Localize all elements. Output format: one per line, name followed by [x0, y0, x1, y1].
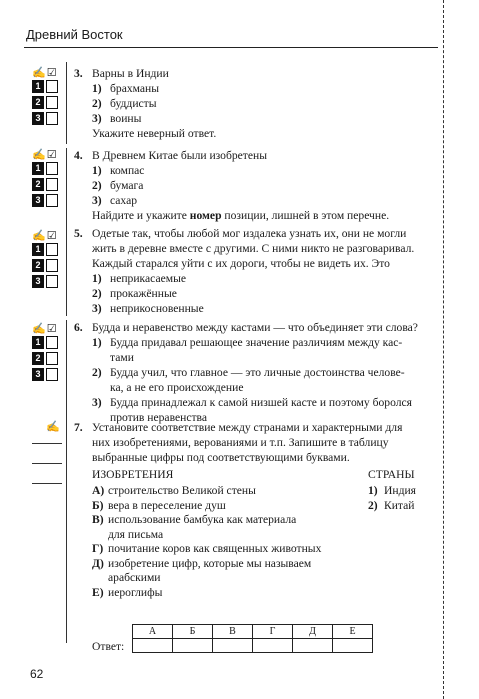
answer-column-d: Д [293, 625, 333, 639]
list-item: арабскими [108, 571, 161, 584]
question-7 [74, 420, 442, 465]
list-item: 1) Индия [368, 484, 417, 497]
countries-list [368, 484, 416, 513]
answer-number-2: 2 [32, 96, 44, 109]
question-3 [74, 66, 442, 141]
answer-number-3: 3 [32, 368, 44, 381]
question-stem: Варны в Индии [92, 67, 169, 80]
writing-line [32, 463, 62, 464]
question-separator [66, 148, 67, 230]
question-number: 3. [74, 67, 83, 80]
cut-line [443, 0, 444, 699]
option-3[interactable]: 3) сахар [92, 194, 138, 207]
answer-number-1: 1 [32, 243, 44, 256]
answer-box[interactable] [46, 178, 58, 191]
question-stem: В Древнем Китае были изобретены [92, 149, 268, 162]
question-text-line: Установите соответствие между странами и характерными для [92, 421, 403, 434]
question-number: 6. [74, 321, 83, 334]
option-3[interactable]: 3) неприкосновенные [92, 302, 204, 315]
list-item: Г) почитание коров как священных животных [92, 542, 322, 555]
answer-cell[interactable] [133, 639, 173, 653]
question-number: 5. [74, 227, 83, 240]
answer-number-1: 1 [32, 162, 44, 175]
option-2[interactable]: 2) буддисты [92, 97, 157, 110]
inventions-list [92, 484, 321, 600]
option-1[interactable]: 1) Будда придавал решающее значение различиям между кас- тами [92, 336, 403, 364]
answer-number-2: 2 [32, 259, 44, 272]
answer-cell[interactable] [213, 639, 253, 653]
list-item: Д) изобретение цифр, которые мы называем [92, 556, 312, 570]
answer-label: Ответ: [92, 640, 125, 653]
answer-box[interactable] [46, 112, 58, 125]
answer-cell[interactable] [333, 639, 373, 653]
list-item: Е) иероглифы [92, 585, 163, 599]
answer-cell[interactable] [253, 639, 293, 653]
answer-number-2: 2 [32, 352, 44, 365]
inventions-header: ИЗОБРЕТЕНИЯ [92, 468, 174, 481]
list-item: В) использование бамбука как материала [92, 513, 297, 526]
answer-number-3: 3 [32, 194, 44, 207]
question-instruction: Найдите и укажите номер позиции, лишней в этом перечне. [92, 209, 390, 222]
answer-column-v: В [213, 625, 253, 639]
answer-box[interactable] [46, 259, 58, 272]
header-rule [24, 47, 438, 48]
answer-box[interactable] [46, 194, 58, 207]
answer-marks-q5 [32, 229, 66, 291]
answer-number-3: 3 [32, 275, 44, 288]
option-2[interactable]: 2) Будда учил, что главное — это личные достоинства челове- ка, а не его происхождение [92, 366, 405, 394]
question-separator [66, 226, 67, 316]
answer-column-a: А [133, 625, 173, 639]
answer-marks-q6 [32, 322, 66, 384]
option-2[interactable]: 2) прокажённые [92, 287, 177, 300]
section-title: Древний Восток [26, 27, 123, 42]
pencil-check-icon: ✍☑ [32, 67, 58, 79]
list-item: Б) вера в переселение душ [92, 498, 226, 512]
answer-table-row [133, 639, 373, 653]
answer-table [132, 624, 373, 653]
option-2[interactable]: 2) бумага [92, 179, 144, 192]
question-text-line: них изобретениями, верованиями и т.п. Запишите в таблицу [92, 436, 389, 449]
question-number: 4. [74, 149, 83, 162]
page-number: 62 [30, 667, 44, 681]
question-number: 7. [74, 421, 83, 434]
list-item: А) строительство Великой стены [92, 484, 256, 497]
answer-box[interactable] [46, 336, 58, 349]
pencil-check-icon: ✍☑ [32, 323, 58, 335]
answer-box[interactable] [46, 368, 58, 381]
pencil-check-icon: ✍☑ [32, 149, 58, 161]
answer-number-3: 3 [32, 112, 44, 125]
question-instruction: Укажите неверный ответ. [92, 127, 217, 140]
option-1[interactable]: 1) брахманы [92, 82, 160, 95]
answer-box[interactable] [46, 243, 58, 256]
question-separator [66, 418, 67, 643]
answer-cell[interactable] [173, 639, 213, 653]
question-6 [74, 320, 442, 425]
countries-header: СТРАНЫ [368, 468, 415, 481]
question-text-line: жить в деревне вместе с другими. С ними никто не разговаривал. [92, 242, 415, 255]
option-3[interactable]: 3) воины [92, 112, 142, 125]
answer-column-g: Г [253, 625, 293, 639]
question-text-line: Одетые так, чтобы любой мог издалека узнать их, они не могли [92, 227, 407, 240]
answer-marks-q4 [32, 148, 66, 210]
answer-number-2: 2 [32, 178, 44, 191]
answer-box[interactable] [46, 80, 58, 93]
answer-box[interactable] [46, 352, 58, 365]
question-5 [74, 226, 442, 316]
question-separator [66, 62, 67, 144]
option-3[interactable]: 3) Будда принадлежал к самой низшей касте и поэтому боролся против неравенства [92, 396, 412, 424]
question-stem: Будда и неравенство между кастами — что объединяет эти слова? [92, 321, 418, 334]
answer-table-header [133, 625, 373, 639]
pencil-icon: ✍ [46, 421, 60, 433]
answer-cell[interactable] [293, 639, 333, 653]
question-4 [74, 148, 442, 223]
answer-number-1: 1 [32, 336, 44, 349]
option-1[interactable]: 1) неприкасаемые [92, 272, 187, 285]
list-item: для письма [108, 527, 164, 541]
list-item: 2) Китай [368, 498, 415, 512]
question-text-line: Каждый старался уйти с их дороги, чтобы не видеть их. Это [92, 257, 390, 270]
pencil-check-icon: ✍☑ [32, 230, 58, 242]
answer-marks-q3 [32, 66, 66, 128]
option-1[interactable]: 1) компас [92, 164, 145, 177]
answer-number-1: 1 [32, 80, 44, 93]
writing-line [32, 443, 62, 444]
answer-column-b: Б [173, 625, 213, 639]
answer-column-e: Е [333, 625, 373, 639]
answer-box[interactable] [46, 96, 58, 109]
question-text-line: выбранные цифры под соответствующими буквами. [92, 451, 350, 464]
writing-line [32, 483, 62, 484]
answer-box[interactable] [46, 162, 58, 175]
answer-box[interactable] [46, 275, 58, 288]
